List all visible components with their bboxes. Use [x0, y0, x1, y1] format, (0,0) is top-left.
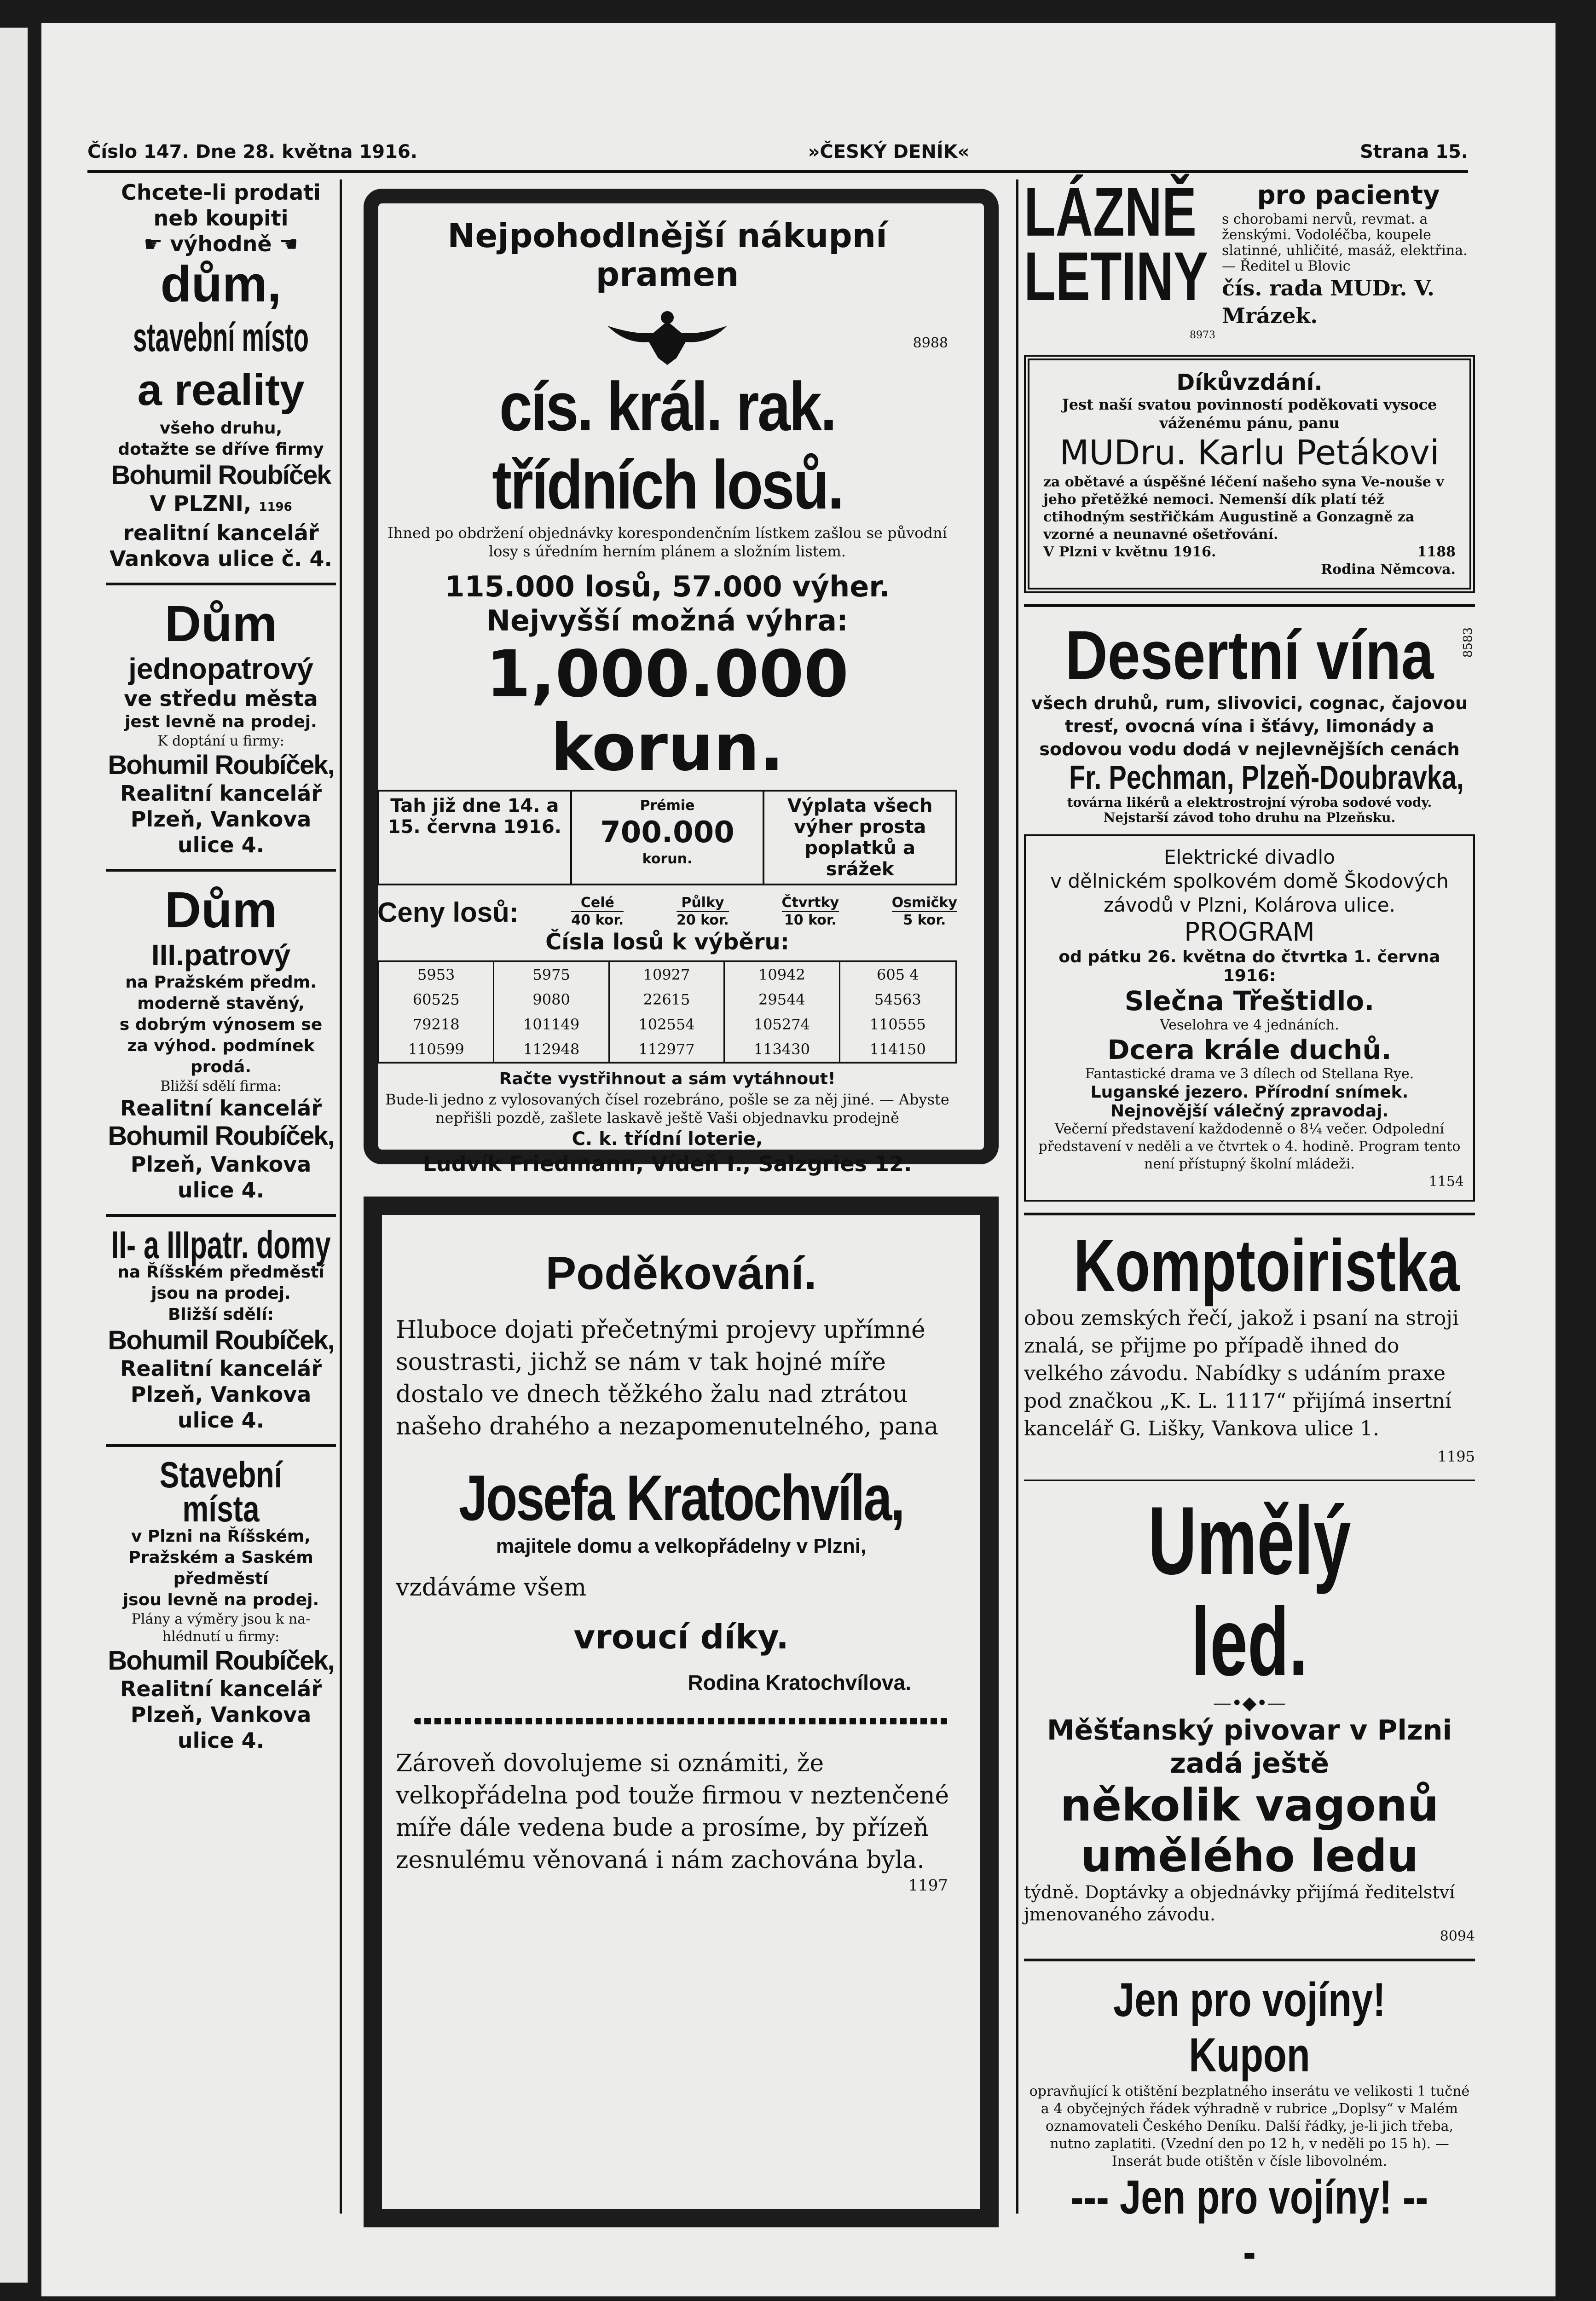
- ad3-line: na Pražském předm.: [125, 973, 317, 992]
- job-title: Komptoiristka: [1073, 1224, 1460, 1307]
- ad1-headline: dům,: [160, 256, 282, 312]
- lottery-number: 112948: [494, 1037, 609, 1062]
- gratitude-date-row: [1043, 543, 1456, 561]
- lottery-headline: cís. král. rak. třídních losů.: [492, 368, 843, 523]
- ad3-line: za výhod. podmínek: [127, 1036, 315, 1055]
- issue-info: Číslo 147. Dne 28. května 1916.: [87, 141, 417, 162]
- cinema-film-4: Nejnovější válečný zpravodaj.: [1110, 1102, 1389, 1121]
- cinema-film-1-desc: Veselohra ve 4 jednáních.: [1160, 1017, 1339, 1033]
- ad5-line: jsou levně na prodej.: [122, 1590, 319, 1609]
- gratitude-title: Díkůvzdání.: [1176, 370, 1323, 395]
- wine-title: Desertní vína: [1065, 616, 1434, 694]
- prices-label: Ceny losů:: [377, 897, 519, 928]
- coupon-text: opravňující k otištění bezplatného inserátu ve velikosti 1 tučné a 4 obyčejných řádek výhradně v rubrice „Doplsy“ v Malém oznamovateli Českého Deníku. Další řádky, je-li jich třeba, nutno zaplatiti. (Vzední den po 12 h, v neděli po 15 h). — Inserát bude otištěn v čísle libovolném.: [1029, 2083, 1470, 2169]
- ad2-line: jest levně na prodej.: [125, 712, 317, 731]
- ad-separator: [106, 1214, 336, 1217]
- spa-title-line: LETINY: [1024, 237, 1209, 315]
- premium-label: Prémie: [640, 798, 695, 814]
- ad5-line: Plzeň, Vankova ulice 4.: [130, 1702, 312, 1753]
- gratitude-intro: Jest naší svatou povinností poděkovati vysoce váženému pánu, panu: [1062, 396, 1437, 432]
- gratitude-text: za obětavé a úspěšné léčení našeho syna Ve-nouše v jeho přetěžké nemoci. Nemenší dík platí též ctihodným sestřičkám Augustině a Gonzagně za vzorné a neunavné ošetřování.: [1043, 474, 1444, 543]
- lottery-number: 5953: [379, 962, 494, 987]
- ad1-line: ☛ výhodně ☚: [144, 231, 298, 256]
- lottery-title: Nejpohodlnější nákupní pramen: [447, 216, 887, 294]
- ice-headline: několik vagonů umělého ledu: [1060, 1780, 1439, 1882]
- cinema-film-2: Dcera krále duchů.: [1107, 1034, 1392, 1065]
- ad3-line: s dobrým výnosem se: [119, 1015, 323, 1034]
- ad5-line: v Plzni na Říšském,: [131, 1527, 311, 1546]
- ad1-city: V PLZNI,: [150, 491, 252, 516]
- gratitude-number: 1188: [1417, 544, 1456, 560]
- ad5-line: předměstí: [173, 1569, 269, 1588]
- masthead: »ČESKÝ DENÍK«: [808, 141, 970, 162]
- lottery-number: 110599: [379, 1037, 494, 1062]
- thanks-notice: [396, 1238, 966, 1895]
- price-value: 20 kor.: [677, 911, 729, 928]
- deceased-title: majitele domu a velkopřádelny v Plzni,: [496, 1535, 867, 1557]
- price-item: [571, 895, 624, 928]
- cinema-dates: od pátku 26. května do čtvrtka 1. června 1916:: [1058, 948, 1440, 985]
- ad-real-estate-5: [106, 1454, 336, 1753]
- ad-separator: [1024, 1959, 1475, 1961]
- thanks-line: vzdáváme všem: [396, 1574, 587, 1601]
- spa-number: 8973: [1190, 330, 1215, 341]
- lottery-number: 113430: [725, 1037, 840, 1062]
- ad4-line: Bližší sdělí:: [168, 1305, 274, 1324]
- lottery-number: 79218: [379, 1012, 494, 1037]
- lottery-ad: [377, 207, 957, 1177]
- ad4-line: Realitní kancelář: [120, 1356, 322, 1381]
- ad-soldiers-coupon: [1024, 1972, 1475, 2280]
- premium-unit: korun.: [642, 851, 693, 867]
- ad2-headline: Dům: [164, 595, 278, 652]
- wine-code: 8583: [1461, 627, 1475, 658]
- ad4-line: na Říšském předměstí: [117, 1263, 324, 1282]
- ice-text: týdně. Doptávky a objednávky přijímá ředitelství jmenovaného závodu.: [1024, 1882, 1455, 1925]
- ad1-line: všeho druhu,: [159, 419, 283, 438]
- ad1-firm: Bohumil Roubíček: [111, 460, 331, 490]
- ad-ice: [1024, 1486, 1475, 1948]
- lottery-number: 60525: [379, 987, 494, 1012]
- ad-spa: [1024, 173, 1475, 330]
- column-right: [1024, 173, 1475, 2280]
- spa-title-line: LÁZNĚ: [1024, 173, 1197, 250]
- cinema-film-2-desc: Fantastické drama ve 3 dílech od Stellana Rye.: [1085, 1066, 1414, 1082]
- cinema-schedule: Večerní představení každodenně o 8¼ večer. Odpolední představení v neděli a ve čtvrtek o 4. hodině. Program tento není přístupný školní mládeži.: [1038, 1121, 1461, 1172]
- ad5-firm: Bohumil Roubíček,: [108, 1646, 334, 1676]
- spa-description: s chorobami nervů, revmat. a ženskými. Vodoléčba, koupele slatinné, uhličité, masáž, elektřina. — Ředitel u Blovic: [1222, 211, 1468, 274]
- price-item: [892, 895, 957, 928]
- ad-separator: [106, 869, 336, 872]
- wine-text: všech druhů, rum, slivovici, cognac, čajovou tresť, ovocná vína i šťávy, limonády a sodovou vodu dodá v nejlevnějších cenách: [1031, 693, 1468, 759]
- ad2-line: Plzeň, Vankova ulice 4.: [130, 807, 312, 857]
- spa-title: [1024, 173, 1209, 315]
- lottery-payout: Výplata všech výher prosta poplatků a srážek: [787, 795, 933, 880]
- lottery-address: Ludvík Friedmann, Vídeň I., Salzgries 12.: [422, 1151, 912, 1176]
- ad5-line: Plány a výměry jsou k na-: [131, 1611, 311, 1627]
- lottery-number: 102554: [610, 1012, 725, 1037]
- numbers-label: Čísla losů k výběru:: [545, 929, 789, 955]
- lottery-max-value: 1,000.000 korun.: [486, 637, 849, 786]
- lottery-number: 605 4: [876, 966, 919, 983]
- price-name: Osmičky: [891, 895, 957, 911]
- lottery-number: 101149: [494, 1012, 609, 1037]
- column-rule-2: [1016, 179, 1018, 2214]
- cinema-film-1: Slečna Třeštidlo.: [1124, 985, 1375, 1017]
- price-item: [782, 895, 839, 928]
- lottery-number: 54563: [874, 991, 921, 1008]
- ad1-headline: stavební místo: [133, 314, 309, 360]
- lottery-text: Ihned po obdržení objednávky korespondenčním lístkem zašlou se původní losy s úředním herním plánem a složním listem.: [387, 524, 947, 560]
- column-real-estate: [106, 179, 336, 1753]
- ice-title: Umělý led.: [1148, 1486, 1351, 1696]
- wine-sub1: továrna likérů a elektrostrojní výroba sodové vody.: [1067, 795, 1432, 810]
- thanks-number: 1197: [908, 1876, 948, 1895]
- ad1-headline: a reality: [137, 365, 305, 415]
- ad-gratitude: [1024, 355, 1475, 593]
- spa-text: [1222, 179, 1475, 330]
- price-item: [677, 895, 729, 928]
- ad2-line: jednopatrový: [128, 652, 313, 685]
- ice-line: Měšťanský pivovar v Plzni zadá ještě: [1047, 1714, 1452, 1780]
- gratitude-doctor: MUDru. Karlu Petákovi: [1059, 433, 1440, 473]
- thanks-family: Rodina Kratochvílova.: [688, 1671, 911, 1694]
- ad3-line: moderně stavěný,: [137, 994, 305, 1013]
- ad3-headline: Dům: [164, 882, 278, 938]
- ad3-line: prodá.: [191, 1058, 251, 1076]
- ornament-icon: —•◆•—: [1213, 1693, 1286, 1714]
- lottery-max-label: Nejvyšší možná výhra:: [486, 604, 848, 637]
- ad-real-estate-1: [106, 179, 336, 572]
- lottery-number: 105274: [725, 1012, 840, 1037]
- price-value: 40 kor.: [571, 911, 624, 928]
- lottery-number: 22615: [610, 987, 725, 1012]
- lottery-prices: [377, 895, 957, 928]
- lottery-number: 10942: [725, 962, 840, 987]
- lottery-number: 29544: [725, 987, 840, 1012]
- ad1-line: Chcete-li prodati: [121, 180, 321, 205]
- ad5-line: hlédnutí u firmy:: [162, 1629, 280, 1645]
- lottery-numbers-table: [377, 960, 957, 1064]
- wine-sub2: Nejstarší závod toho druhu na Plzeňsku.: [1103, 810, 1396, 825]
- thanks-title: Poděkování.: [545, 1248, 817, 1299]
- lottery-cta: Račte vystřihnout a sám vytáhnout!: [499, 1070, 836, 1088]
- thanks-paragraph: Hluboce dojati přečetnými projevy upřímné soustrasti, jichž se nám v tak hojné míře dostalo ve dnech těžkého žalu nad ztrátou našeho drahého a nezapomenutelného, pana: [396, 1316, 939, 1440]
- ad5-line: Pražském a Saském: [128, 1548, 313, 1567]
- deceased-name: Josefa Kratochvíla,: [458, 1462, 904, 1534]
- header-rule: [87, 170, 1468, 173]
- ad4-headline: II- a IIIpatr. domy: [111, 1223, 331, 1266]
- eagle-emblem-icon: [607, 307, 727, 367]
- gratitude-sign: Rodina Němcova.: [1321, 561, 1456, 578]
- ad-wine: [1024, 618, 1475, 825]
- ad4-line: jsou na prodej.: [151, 1284, 291, 1303]
- lottery-number: 5975: [494, 962, 609, 987]
- lottery-counts: 115.000 losů, 57.000 výher.: [445, 570, 890, 603]
- page-number: Strana 15.: [1360, 141, 1468, 162]
- lottery-number: 110555: [869, 1016, 926, 1033]
- lottery-info-boxes: [377, 790, 957, 885]
- ad-real-estate-3: [106, 883, 336, 1203]
- ad2-line: ve středu města: [124, 686, 318, 711]
- cinema-name: Elektrické divadlo: [1164, 846, 1335, 868]
- ad4-firm: Bohumil Roubíček,: [108, 1325, 334, 1355]
- lottery-text2: Bude-li jedno z vylosovaných čísel rozebráno, pošle se za něj jiné. — Abyste nepřišli pozdě, zašlete laskavě ještě Vaši objednavku prodejně: [385, 1091, 949, 1127]
- ad4-line: Plzeň, Vankova ulice 4.: [130, 1382, 312, 1433]
- lottery-premium: [572, 792, 765, 884]
- ad3-line: Realitní kancelář: [120, 1096, 322, 1121]
- ad3-line: Plzeň, Vankova ulice 4.: [130, 1152, 312, 1203]
- ice-number: 8094: [1440, 1928, 1475, 1944]
- lottery-number: 9080: [494, 987, 609, 1012]
- premium-value: 700.000: [600, 815, 734, 850]
- ad1-line: neb koupiti: [153, 206, 289, 231]
- price-name: Čtvrtky: [781, 895, 839, 911]
- lottery-number: 114150: [869, 1041, 926, 1058]
- ornament-divider: [414, 1718, 948, 1724]
- ad-cinema: [1024, 834, 1475, 1202]
- ad1-line: Vankova ulice č. 4.: [110, 546, 332, 571]
- lottery-number: 10927: [610, 962, 725, 987]
- spa-doctor: čís. rada MUDr. V. Mrázek.: [1222, 276, 1435, 328]
- lottery-seller: C. k. třídní loterie,: [572, 1128, 763, 1150]
- cinema-film-3: Luganské jezero. Přírodní snímek.: [1090, 1083, 1409, 1102]
- price-value: 10 kor.: [782, 911, 839, 928]
- cinema-location: v dělnickém spolkovém domě Škodových závodů v Plzni, Kolárova ulice.: [1050, 870, 1449, 916]
- ad2-line: K doptání u firmy:: [157, 733, 284, 749]
- ad1-line: realitní kancelář: [123, 520, 319, 545]
- job-number: 1195: [1437, 1448, 1475, 1465]
- ad-separator: [106, 583, 336, 585]
- thanks-heartfelt: vroucí díky.: [573, 1618, 789, 1656]
- ad3-firm: Bohumil Roubíček,: [108, 1121, 334, 1151]
- ad-job: [1024, 1226, 1475, 1470]
- coupon-footer: --- Jen pro vojíny! ---: [1070, 2171, 1428, 2279]
- previous-page-edge: [0, 28, 28, 2283]
- column-rule-1: [340, 179, 342, 2214]
- ad3-line: III.patrový: [151, 938, 291, 971]
- lottery-emblem-row: [377, 307, 957, 367]
- price-name: Celé: [580, 895, 614, 911]
- ad-separator: [1024, 1480, 1475, 1481]
- wine-seller: Fr. Pechman, Plzeň-Doubravka,: [1069, 759, 1464, 796]
- ad3-line: Bližší sdělí firma:: [160, 1078, 282, 1094]
- ad-separator: [1024, 1213, 1475, 1215]
- ad1-line: dotažte se dříve firmy: [118, 440, 324, 459]
- ad5-line: Realitní kancelář: [120, 1677, 322, 1701]
- price-name: Půlky: [681, 895, 724, 911]
- ad1-line: [106, 491, 336, 520]
- lottery-number: 112977: [610, 1037, 725, 1062]
- spa-tagline: pro pacienty: [1257, 180, 1440, 210]
- page-header: [87, 138, 1468, 166]
- ad2-line: Realitní kancelář: [120, 781, 322, 806]
- thanks-paragraph-2: Zároveň dovolujeme si oznámiti, že velkopřádelna pod touže firmou v neztenčené míře dále vedena bude a prosíme, by přízeň zesnulému věnovaná i nám zachována byla.: [396, 1750, 949, 1874]
- ad-real-estate-2: [106, 596, 336, 858]
- ad-real-estate-4: [106, 1223, 336, 1433]
- lottery-draw-date: Tah již dne 14. a 15. června 1916.: [379, 792, 572, 884]
- ad2-firm: Bohumil Roubíček,: [108, 750, 334, 780]
- gratitude-date: V Plzni v květnu 1916.: [1043, 544, 1216, 560]
- coupon-title: Jen pro vojíny! Kupon: [1113, 1973, 1386, 2082]
- cinema-program: PROGRAM: [1184, 917, 1315, 947]
- lottery-code: 8988: [913, 335, 948, 351]
- cinema-number: 1154: [1428, 1174, 1464, 1190]
- ad-separator: [106, 1444, 336, 1447]
- ad1-number: 1196: [259, 500, 292, 514]
- ad1-line: výhodně: [170, 231, 272, 256]
- price-value: 5 kor.: [892, 911, 957, 928]
- job-text: obou zemských řečí, jakož i psaní na stroji znalá, se přijme po případě ihned do velkého závodu. Nabídky s udáním praxe pod značkou „K. L. 1117“ přijímá insertní kancelář G. Lišky, Vankova ulice 1.: [1024, 1307, 1459, 1440]
- ad5-headline: Stavební místa: [159, 1454, 283, 1529]
- ad-separator: [1024, 604, 1475, 607]
